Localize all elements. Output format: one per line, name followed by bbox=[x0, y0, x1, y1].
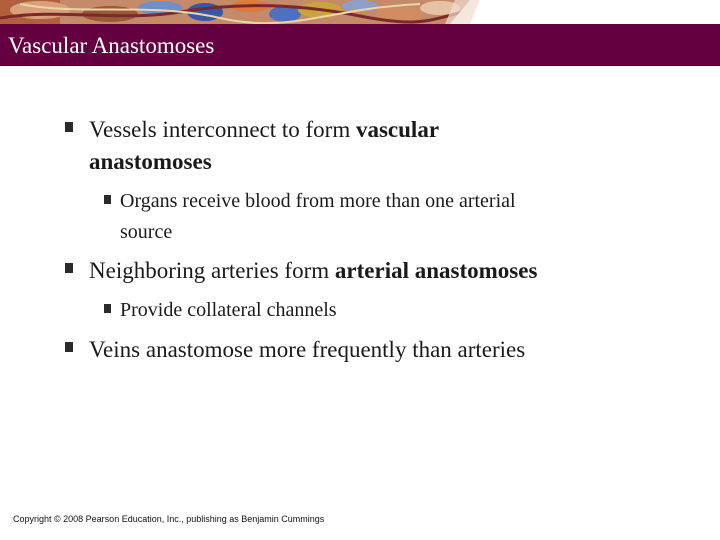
bullet-text: Veins anastomose more frequently than arteries bbox=[89, 337, 526, 362]
bullet-bold-term: anastomoses bbox=[89, 149, 212, 174]
bullet-marker-icon bbox=[65, 342, 73, 352]
sub-bullet-text: Provide collateral channels bbox=[120, 299, 337, 321]
bullet-text: Neighboring arteries form bbox=[89, 258, 335, 283]
sub-bullet-item-continuation bbox=[120, 217, 172, 248]
bullet-bold-term: arterial anastomoses bbox=[334, 258, 538, 283]
sub-bullet-item bbox=[120, 186, 516, 217]
colorful-vessel-illustration-icon bbox=[0, 0, 720, 24]
slide-title: Vascular Anastomoses bbox=[8, 33, 215, 58]
banner-image bbox=[0, 0, 720, 24]
copyright-footer: Copyright © 2008 Pearson Education, Inc., publishing as Benjamin Cummings bbox=[13, 514, 325, 524]
bullet-bold-term: vascular bbox=[355, 117, 440, 142]
bullet-item bbox=[89, 115, 439, 145]
title-bar bbox=[0, 24, 720, 66]
sub-bullet-text: source bbox=[120, 221, 173, 243]
sub-bullet-marker-icon bbox=[104, 195, 111, 204]
sub-bullet-item bbox=[120, 295, 337, 326]
bullet-marker-icon bbox=[65, 263, 73, 273]
sub-bullet-text: Organs receive blood from more than one arterial bbox=[120, 190, 516, 212]
bullet-text: Vessels interconnect to form bbox=[89, 117, 356, 142]
sub-bullet-marker-icon bbox=[104, 304, 111, 313]
bullet-marker-icon bbox=[65, 122, 73, 132]
bullet-item bbox=[89, 335, 525, 365]
bullet-item bbox=[89, 256, 537, 286]
bullet-item-continuation bbox=[89, 147, 212, 177]
